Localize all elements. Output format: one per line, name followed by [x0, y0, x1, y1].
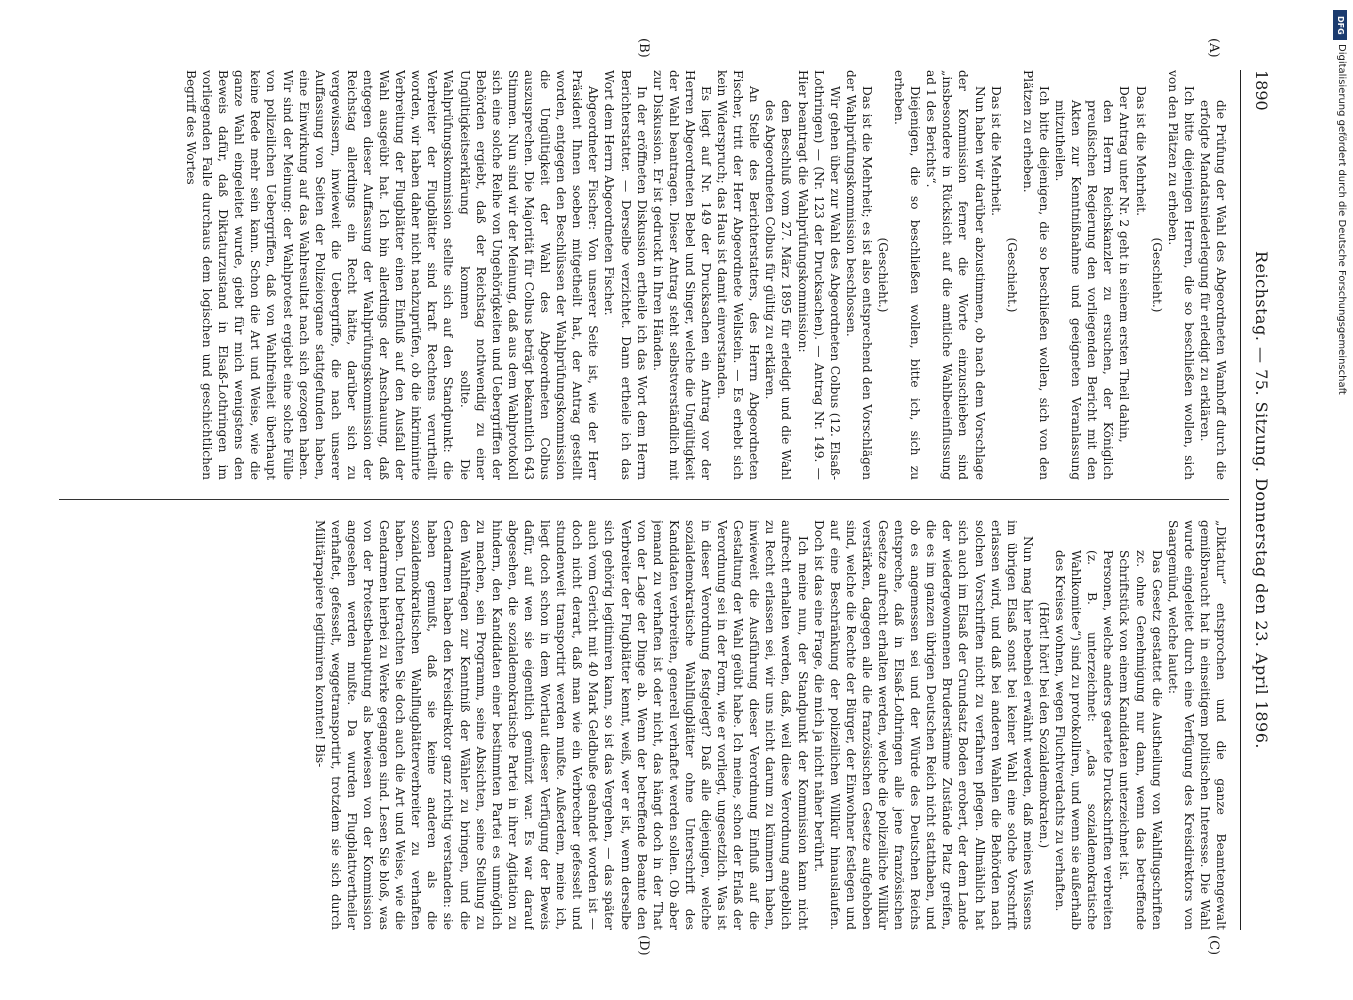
- margin-marker-d: (D): [636, 935, 651, 956]
- paragraph: Diejenigen, die so beschließen wollen, bitte ich, sich zu erheben.: [892, 70, 923, 480]
- paragraph: Das ist die Mehrheit.: [988, 86, 1003, 216]
- left-column: [59, 70, 1229, 480]
- paragraph: Das Gesetz gestattet die Austheilung von Wahlflugschriften zc. ohne Genehmigung nur dann, wenn das betreffende Schriftstück von einem Kandidaten unterzeichnet ist.: [1117, 550, 1164, 930]
- running-title: Reichstag. — 75. Sitzung. Donnerstag den 23. April 1896.: [1252, 251, 1271, 749]
- header-rule: [1240, 70, 1241, 930]
- funding-note: [1333, 10, 1347, 990]
- margin-marker-b: (B): [636, 38, 651, 58]
- paragraph: (Geschieht.): [1004, 237, 1019, 313]
- page-number: 1890: [1252, 70, 1271, 111]
- paragraph: Personen, welche anders geartete Druckschriften verbreiten (z. B. unterzeichnet: „das sozialdemokratische Wahlkomitee“) sind zu protokolliren, und wenn sie außerhalb des Kreises wohnen, wegen Fluchtverdachts zu verhaften.: [1053, 550, 1116, 930]
- column-divider: [59, 499, 1229, 500]
- paragraph: Nun haben wir darüber abzustimmen, ob nach dem Vorschlage der Kommission ferner die Worte einzuschieben sind „insbesondere in Rücksicht auf die amtliche Wahlbeeinflussung ad 1 des Berichts“.: [924, 70, 987, 480]
- paragraph: An Stelle des Berichterstatters, des Herrn Abgeordneten Fischer, tritt der Herr Abgeordnete Wellstein. — Es erhebt sich kein Widerspruch; das Haus ist damit einverstanden.: [715, 70, 762, 480]
- paragraph: die Prüfung der Wahl des Abgeordneten Wamhoff durch die erfolgte Mandatsniederlegung für erledigt zu erklären.: [1197, 100, 1228, 480]
- dfg-logo-icon: DFG: [1333, 10, 1347, 40]
- paragraph: Es liegt auf Nr. 149 der Drucksachen ein Antrag vor der Herren Abgeordneten Bebel und Singer, welche die Ungültigkeit der Wahl beantragen. Dieser Antrag steht selbstverständlich mit zur Diskussion. Er ist gedruckt in Ihren Händen.: [650, 70, 713, 480]
- paragraph: (Geschieht.): [876, 237, 891, 313]
- paragraph: (Hört! hört! bei den Sozialdemokraten.): [1036, 601, 1051, 849]
- paragraph: Das ist die Mehrheit; es ist also entsprechend den Vorschlägen der Wahlprüfungskommission beschlossen.: [843, 70, 874, 480]
- margin-marker-c: (C): [1206, 935, 1221, 956]
- right-column: [59, 520, 1229, 930]
- paragraph: Der Antrag unter Nr. 2 geht in seinem ersten Theil dahin,: [1117, 86, 1132, 443]
- margin-marker-a: (A): [1206, 38, 1221, 58]
- paragraph: „Diktatur“ entsprochen und die ganze Beamtengewalt gemißbraucht hat in einseitigem politischen Interesse. Die Wahl wurde eingeleitet durch eine Verfügung des Kreisdirektors von Saargemünd, welche lautet:: [1165, 520, 1228, 930]
- paragraph: den Beschluß vom 27. März 1895 für erledigt und die Wahl des Abgeordneten Colbus für gültig zu erklären.: [763, 100, 794, 480]
- paragraph: Ich bitte diejenigen, die so beschließen wollen, sich von den Plätzen zu erheben.: [1020, 70, 1051, 480]
- paragraph: Nun mag hier nebenbei erwähnt werden, daß meines Wissens im übrigen Elsaß sonst bei keiner Wahl eine solche Vorschrift erlassen wird, und daß bei anderen Wahlen die Behörden nach solchen Vorschriften nicht zu verfahren pflegen. Allmählich hat sich auch im Elsaß der Grundsatz Boden erobert, der dem Lande der wiedergewonnenen Bruderstämme Zustände Platz greifen, die es im ganzen übrigen Deutschen Reich nicht statthaben, und ob es angemessen sei und der Würde des Deutschen Reichs entspreche, daß in Elsaß-Lothringen alle jene französischen Gesetze aufrecht erhalten werden, welche die polizeiliche Willkür verstärken, dagegen alle die französischen Gesetze aufgehoben sind, welche die Rechte der Bürger, der Einwohner festlegen und auf eine Beschränkung der polizeilichen Willkür hinauslaufen. Doch ist das eine Frage, die mich ja nicht näher berührt.: [811, 520, 1035, 930]
- paragraph: den Herrn Reichskanzler zu ersuchen, der Königlich preußischen Regierung den vorliegenden Bericht mit den Akten zur Kenntnißnahme und geeigneten Veranlassung mitzutheilen.: [1053, 100, 1116, 480]
- paragraph: Wir gehen über zur Wahl des Abgeordneten Colbus (12. Elsaß-Lothringen) — (Nr. 123 der Drucksachen). — Antrag Nr. 149. — Hier beantragt die Wahlprüfungskommission:: [795, 70, 842, 480]
- paragraph: In der eröffneten Diskussion ertheile ich das Wort dem Herrn Berichterstatter. — Derselbe verzichtet. Dann ertheile ich das Wort dem Herrn Abgeordneten Fischer.: [602, 70, 649, 480]
- funding-statement: Digitalisierung gefördert durch die Deutsche Forschungsgemeinschaft: [1336, 44, 1347, 395]
- scanned-page: [11, 30, 1311, 970]
- paragraph: (Geschieht.): [1149, 237, 1164, 313]
- paragraph: Das ist die Mehrheit.: [1133, 86, 1148, 216]
- page-header: [1245, 70, 1271, 930]
- paragraph: Ich meine nun, der Standpunkt der Kommission kann nicht aufrecht erhalten werden, daß, weil diese Verordnung angeblich zu Recht erlassen sei, wir uns nicht darum zu kümmern haben, inwieweit die Ausführung dieser Verordnung Einfluß auf die Gestaltung der Wahl geübt habe. Ich meine, schon der Erlaß der Verordnung sei in der Form, wie er vorliegt, ungesetzlich. Was ist in dieser Verordnung festgelegt? Daß alle diejenigen, welche sozialdemokratische Wahlflugblätter ohne Unterschrift des Kandidaten verbreiten, generell verhaftet werden sollen. Ob aber jemand zu verhaften ist oder nicht, das hängt doch in der That von der Lage der Dinge ab. Wenn der betreffende Beamte den Verbreiter der Flugblätter kennt, weiß, wer er ist, wenn derselbe sich gehörig legitimiren kann, so ist das Vergehen, — das später auch vom Gericht mit 40 Mark Geldbuße geahndet worden ist — doch nicht derart, daß man wie ein Verbrecher gefesselt und stundenweit transportirt werden mußte. Außerdem, meine ich, liegt doch schon in dem Wortlaut dieser Verfügung der Beweis dafür, auf wen sie eigentlich gemünzt war. Es war darauf abgesehen, die sozialdemokratische Partei in ihrer Agitation zu hindern, den Kandidaten einer bestimmten Partei es unmöglich zu machen, sein Programm, seine Absichten, seine Stellung zu den Wahlfragen zur Kenntniß der Wähler zu bringen, und die Gendarmen haben den Kreisdirektor ganz richtig verstanden: sie haben gemußt, daß sie keine anderen als die sozialdemokratischen Wahlflugblätterverbreiter zu verhaften haben. Und betrachten Sie doch auch die Art und Weise, wie die Gendarmen hierbei zu Werke gegangen sind. Lesen Sie bloß, was von der Protestbehauptung als bewiesen von der Kommission angesehen werden mußte. Da wurden Flugblattvertheiler verhaftet, gefesselt, weggetransportirt, trotzdem sie sich durch Militärpapiere legitimiren konnten! Bis-: [312, 520, 810, 930]
- paragraph: Ich bitte diejenigen Herren, die so beschließen wollen, sich von den Plätzen zu erheben.: [1165, 70, 1196, 480]
- paragraph: Abgeordneter Fischer: Von unserer Seite ist, wie der Herr Präsident Ihnen soeben mitgetheilt hat, der Antrag gestellt worden, entgegen den Beschlüssen der Wahlprüfungskommission die Ungültigkeit der Wahl des Abgeordneten Colbus auszusprechen. Die Majorität für Colbus beträgt bekanntlich 643 Stimmen. Nun sind wir der Meinung, daß aus dem Wahlprotokoll sich eine solche Reihe von Ungehörigkeiten und Uebergriffen der Behörden ergiebt, daß der Reichstag nothwendig zu einer Ungültigkeitserklärung kommen sollte. Die Wahlprüfungskommission stellte sich auf den Standpunkt: die Verbreiter der Flugblätter sind kraft Rechtens verurtheilt worden, wir haben daher nicht nachzuprüfen, ob die inkriminirte Verbreitung der Flugblätter einen Einfluß auf den Ausfall der Wahl ausgeübt hat. Ich bin allerdings der Anschauung, daß entgegen dieser Auffassung der Wahlprüfungskommission der Reichstag allerdings ein Recht hätte, darüber sich zu vergewissern, inwieweit die Uebergriffe, die nach unserer Auffassung von Seiten der Polizeiorgane stattgefunden haben, eine Einwirkung auf das Wahlresultat nach sich gezogen haben. Wir sind der Meinung: der Wahlprotest ergiebt eine solche Fülle von polizeilichen Uebergriffen, daß von Wahlfreiheit überhaupt keine Rede mehr sein kann. Schon die Art und Weise, wie die ganze Wahl eingeleitet wurde, giebt für mich wenigstens den Beweis dafür, daß Diktaturzustand in Elsaß-Lothringen im vorliegenden Falle durchaus dem logischen und geschichtlichen Begriff des Wortes: [184, 70, 601, 480]
